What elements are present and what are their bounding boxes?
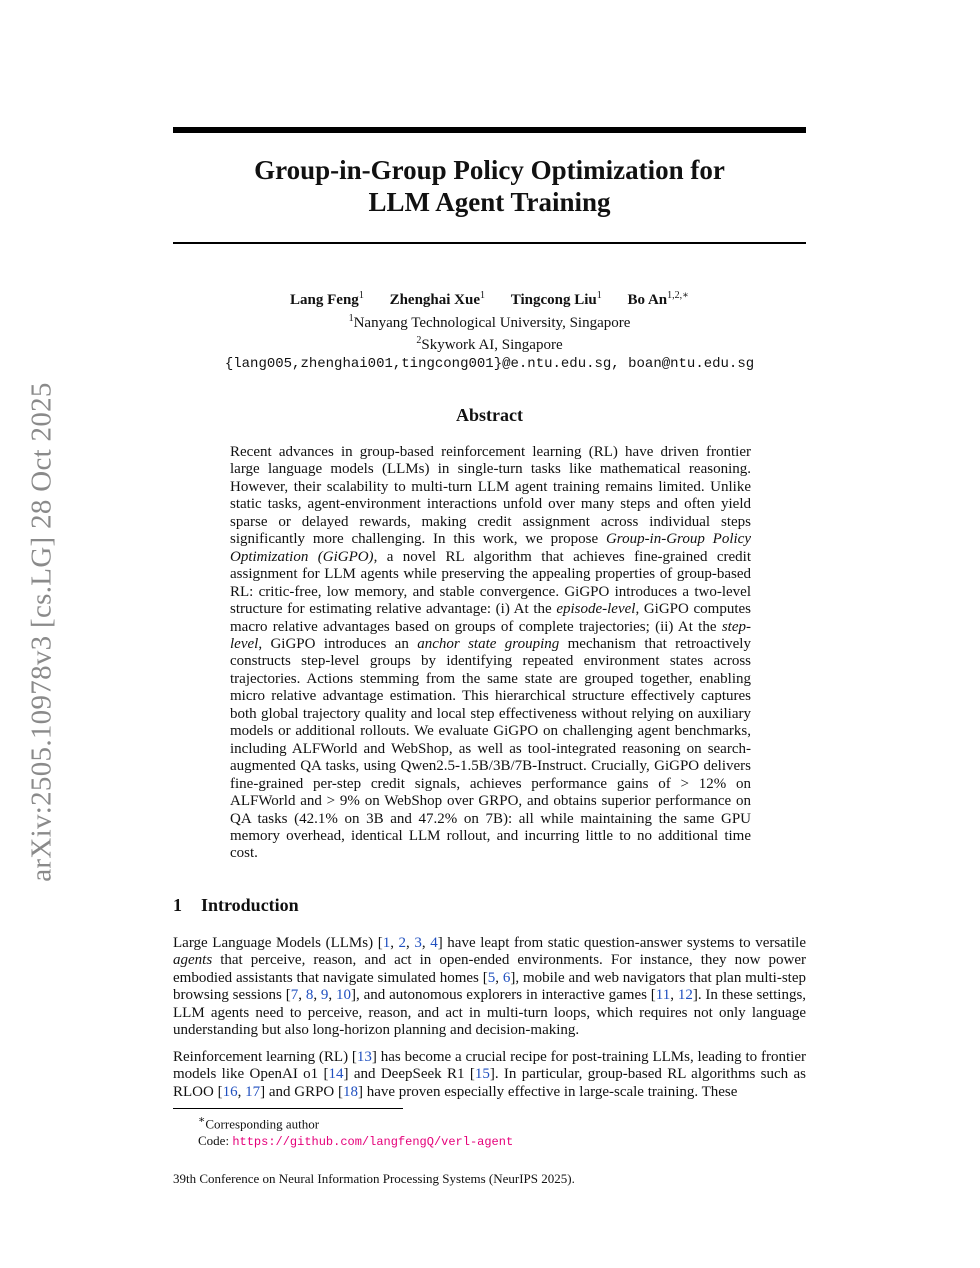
venue-note: 39th Conference on Neural Information Processing Systems (NeurIPS 2025).	[173, 1171, 575, 1186]
citation-link[interactable]: 3	[414, 935, 422, 951]
citation-link[interactable]: 17	[245, 1083, 261, 1100]
author: Zhenghai Xue$^1$	[389, 290, 486, 308]
footnote-corresponding: ∗Corresponding author	[198, 1114, 320, 1132]
citation-link[interactable]: 5	[487, 969, 496, 986]
section-number: 1	[173, 895, 182, 915]
citation-link[interactable]: 16	[222, 1083, 238, 1100]
author: Bo $An^{1,2,∗}$	[627, 290, 689, 308]
citation-link[interactable]: 4	[430, 935, 438, 951]
citation-link[interactable]: 1	[382, 935, 391, 951]
abstract-text: Recent advances in group-based reinforcement learning (RL) have driven frontier large language models (LLMs) in single-turn tasks like mathematical reasoning. However, their scalability to multi-turn LLM agent training remains limited. Unlike static tasks, agent-environment interactions unfold over many steps and often yield sparse or delayed rewards, making credit assignment across individual steps significantly more challenging. In this work, we propose Group-in-Group Policy Optimization (GiGPO), a novel RL algorithm that achieves fine-grained credit assignment for LLM agents while preserving the appealing properties of group-based RL: critic-free, low memory, and stable convergence. GiGPO introduces a two-level structure for estimating relative advantage: (i) At the episode-level, GiGPO computes macro relative advantages based on groups of complete trajectories; (ii) At the step-level, GiGPO introduces an anchor state grouping mechanism that retroactively constructs step-level groups by identifying repeated environment states across trajectories. Actions stemming from the same state are grouped together, enabling micro relative advantage estimation. This hierarchical structure effectively captures both global trajectory quality and local step effectiveness without relying on auxiliary models or additional rollouts. We evaluate GiGPO on challenging agent benchmarks, including ALFWorld and WebShop, as well as tool-integrated reasoning on search-augmented QA tasks, using Qwen2.5-1.5B/3B/7B-Instruct. Crucially, GiGPO delivers fine-grained per-step credit signals, achieves performance gains of > 12% on ALFWorld and > 9% on WebShop over GRPO, and obtains superior performance on QA tasks (42.1% on 3B and 47.2% on 7B): all while maintaining the same GPU memory overhead, identical LLM rollout, and incurring little to no additional time cost.	[230, 444, 751, 862]
citation-link[interactable]: 14	[328, 1066, 344, 1083]
intro-paragraph-1: Large Language Models (LLMs) [1, 2, 3, 4] have leapt from static question-answer systems to versatile agents that perceive, reason, and act in open-ended environments. For instance, they now power embodied assistants that navigate simulated homes [5, 6], mobile and web navigators that plan multi-step browsing sessions [7, 8, 9, 10], and autonomous explorers in interactive games [11, 12]. In these settings, LLM agents need to perceive, reason, and act in multi-turn loops, which requires not only language understanding but also long-horizon planning and decision-making.	[173, 935, 807, 1039]
author: Tingcong Liu$^1$	[510, 290, 602, 308]
citation-link[interactable]: 11	[655, 987, 671, 1004]
citation-link[interactable]: 8	[305, 987, 314, 1004]
author-emails: {lang005,zhenghai001,tingcong001}@e.ntu.edu.sg, boan@ntu.edu.sg	[224, 355, 755, 372]
citation-link[interactable]: 18	[343, 1083, 358, 1100]
citation-link[interactable]: 9	[320, 987, 329, 1004]
author: Lang Feng$^1$	[290, 290, 364, 308]
citation-link[interactable]: 7	[290, 987, 299, 1004]
affiliation: $^2$Skywork AI, Singapore	[416, 335, 563, 353]
citation-link[interactable]: 12	[677, 987, 693, 1004]
abstract-heading: Abstract	[456, 405, 523, 425]
citation-link[interactable]: 15	[474, 1066, 490, 1083]
affiliation: $^1$Nanyang Technological University, Singapore	[348, 312, 631, 331]
author-names	[173, 287, 806, 310]
section-heading	[173, 895, 299, 916]
section-title: Introduction	[201, 895, 299, 915]
citation-link[interactable]: 13	[356, 1049, 372, 1065]
citation-link[interactable]: 2	[398, 935, 407, 951]
footnotes	[198, 1112, 513, 1151]
title-line-2: LLM Agent Training	[368, 187, 611, 217]
citation-link[interactable]: 10	[336, 987, 352, 1004]
title-bottom-rule	[173, 242, 806, 244]
citation-link[interactable]: 6	[502, 969, 511, 986]
footnote-rule	[173, 1108, 403, 1109]
footnote-code: Code: https://github.com/langfengQ/verl-agent	[198, 1133, 514, 1150]
title-line-1: Group-in-Group Policy Optimization for	[254, 155, 725, 185]
code-repo-link[interactable]: https://github.com/langfengQ/verl-agent	[232, 1135, 514, 1150]
paper-title	[173, 154, 806, 218]
arxiv-identifier: arXiv:2505.10978v3 [cs.LG] 28 Oct 2025	[25, 382, 58, 882]
title-top-rule	[173, 127, 806, 133]
author-block	[173, 287, 806, 373]
intro-paragraph-2: Reinforcement learning (RL) [13] has become a crucial recipe for post-training LLMs, leading to frontier models like OpenAI o1 [14] and DeepSeek R1 [15]. In particular, group-based RL algorithms such as RLOO [16, 17] and GRPO [18] have proven especially effective in large-scale training. These	[173, 1049, 806, 1100]
